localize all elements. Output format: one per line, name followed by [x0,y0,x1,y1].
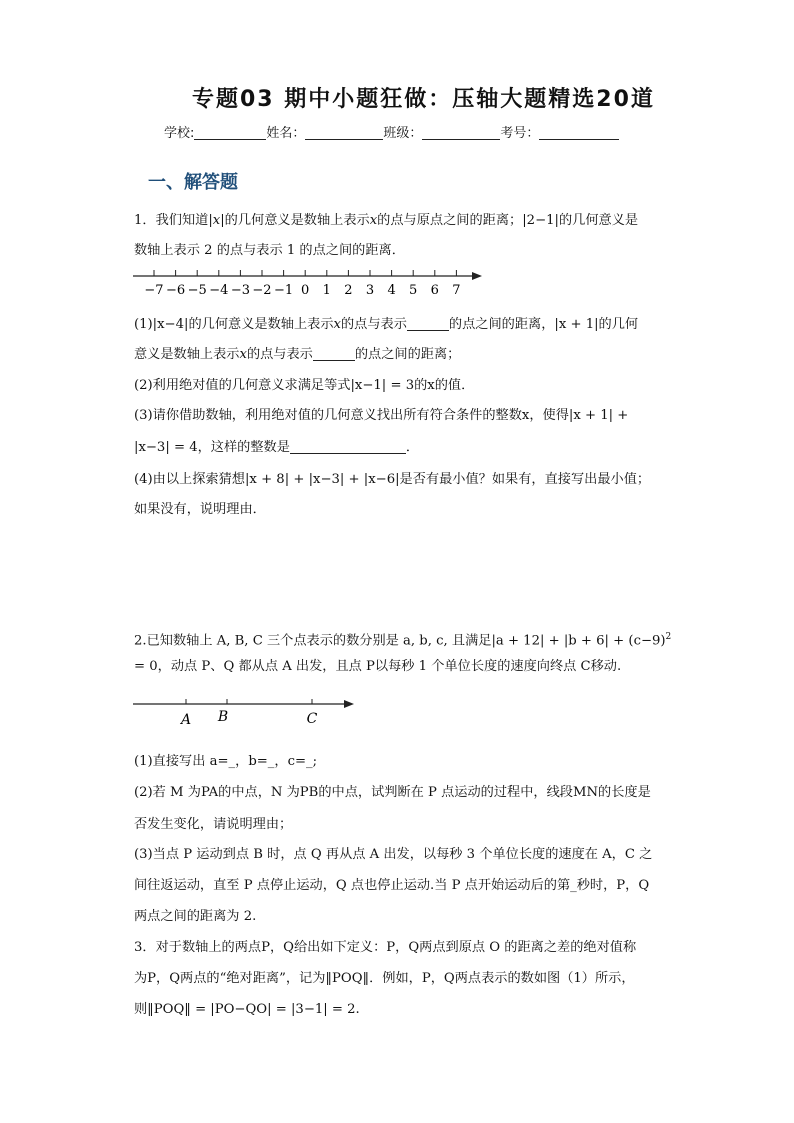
q1-intro-text-b: |的几何意义是数轴上表示 [220,213,370,228]
section-heading: 一、解答题 [148,172,238,193]
q2-number-line [130,694,360,730]
number-line-tick-label: 6 [430,283,439,298]
q1-p1-text-d: 的点与表示 [340,317,407,332]
q2-part3-line2: 间往返运动，直至 P 点停止运动，Q 点也停止运动.当 P 点开始运动后的第_秒时，P，Q [134,878,650,893]
number-line-tick-label: 2 [344,283,353,298]
name-label: 姓名： [266,126,306,141]
q1-intro-text-a: 1．我们知道| [134,213,213,228]
school-blank[interactable] [194,125,266,140]
student-info-line [164,122,619,141]
q3-line1: 3．对于数轴上的两点P，Q给出如下定义：P，Q两点到原点 O 的距离之差的绝对值称 [134,940,637,955]
number-line-tick-label: 3 [365,283,375,298]
number-line-tick-label: −2 [252,283,272,298]
q2-exponent: 2 [665,632,672,642]
q1-p1l2-var: x [239,347,247,362]
school-label: 学校: [164,126,195,141]
q1-p1-text-e: 的点之间的距离，| [448,317,559,332]
q2-line1-text: 2.已知数轴上 A, B, C 三个点表示的数分别是 a, b, c, 且满足|a + 12| + |b + 6| + (c−9) [134,633,666,649]
q3-line3: 则‖POQ‖ = |PO−QO| = |3−1| = 2. [134,1002,360,1017]
q1-p3l2-end: ． [405,440,420,455]
q1-part4-line1: (4)由以上探索猜想|x + 8| + |x−3| + |x−6|是否有最小值？如果有，直接写出最小值； [134,472,651,487]
q1-p1-blank1[interactable] [407,316,449,331]
q2-arrow [344,700,354,708]
number-line-tick-label: 4 [387,283,396,298]
number-line-tick-label: 5 [409,283,418,298]
q1-part1-line2 [134,345,674,365]
q1-intro-text-c: 的点与原点之间的距离；|2−1|的几何意义是 [377,213,639,228]
q2-line1 [134,627,674,651]
q2-part1: (1)直接写出 a=_，b=_，c=_; [134,754,318,769]
number-line-tick-label: −7 [144,283,164,298]
q1-intro-line1 [134,211,674,231]
exam-no-blank[interactable] [539,125,619,140]
q2-part2-line1: (2)若 M 为PA的中点，N 为PB的中点，试判断在 P 点运动的过程中，线段MN的长度是 [134,785,651,800]
q1-p1l2-text-d: 的点之间的距离； [354,347,461,362]
q1-p3-blank[interactable] [290,439,406,454]
q1-p1l2-text-a: 意义是数轴上表示 [134,347,240,362]
q2-part3-line1: (3)当点 P 运动到点 B 时，点 Q 再从点 A 出发，以每秒 3 个单位长度的速度在 A，C 之 [134,847,653,862]
page-title: 专题03 期中小题狂做：压轴大题精选20道 [192,87,655,112]
q2-label-a: A [180,712,192,728]
number-line-tick-label: −4 [209,283,229,298]
q1-p1-blank2[interactable] [313,346,355,361]
q2-part3-line3: 两点之间的距离为 2. [134,909,257,924]
q1-part3-line2 [134,438,674,458]
q1-intro-line2: 数轴上表示 2 的点与表示 1 的点之间的距离． [134,243,405,258]
number-line-tick-label: −1 [274,283,294,298]
number-line-tick-label: −5 [187,283,207,298]
number-line-tick-label: −6 [166,283,186,298]
q2-label-c: C [306,711,318,727]
q1-part1-line1 [134,315,674,335]
q1-p1-text-b: x−4|的几何意义是数轴上表示 [157,317,334,332]
q1-intro-var-a: x [212,213,221,228]
q3-line2: 为P，Q两点的“绝对距离”，记为‖POQ‖．例如，P，Q两点表示的数如图（1）所示， [134,971,635,986]
q1-intro-var-b: x [369,213,378,228]
q2-line2: = 0，动点 P、Q 都从点 A 出发，且点 P以每秒 1 个单位长度的速度向终点 C移动. [134,659,622,674]
q1-p1-text-f: x + 1|的几何 [558,317,639,332]
q2-part2-line2: 否发生变化，请说明理由； [134,817,293,832]
q1-p1-var: x [333,317,341,332]
q1-number-line [130,266,490,300]
class-label: 班级： [383,126,423,141]
q1-part2: (2)利用绝对值的几何意义求满足等式|x−1| = 3的x的值． [134,378,475,393]
q1-p1l2-text-c: 的点与表示 [246,347,313,362]
number-line-arrow [472,272,482,280]
q1-part4-line2: 如果没有，说明理由． [134,502,266,517]
number-line-tick-label: 1 [322,283,331,298]
q2-label-b: B [217,709,229,725]
q1-p1-text-a: (1)| [134,317,158,332]
number-line-tick-label: −3 [230,283,250,298]
number-line-tick-label: 7 [452,283,461,298]
q1-p3l2-text: |x−3| = 4，这样的整数是 [134,440,290,455]
class-blank[interactable] [422,125,500,140]
name-blank[interactable] [305,125,383,140]
exam-no-label: 考号： [500,126,540,141]
number-line-tick-label: 0 [301,283,310,298]
q1-part3-line1: (3)请你借助数轴，利用绝对值的几何意义找出所有符合条件的整数x，使得|x + 1| + [134,408,629,423]
